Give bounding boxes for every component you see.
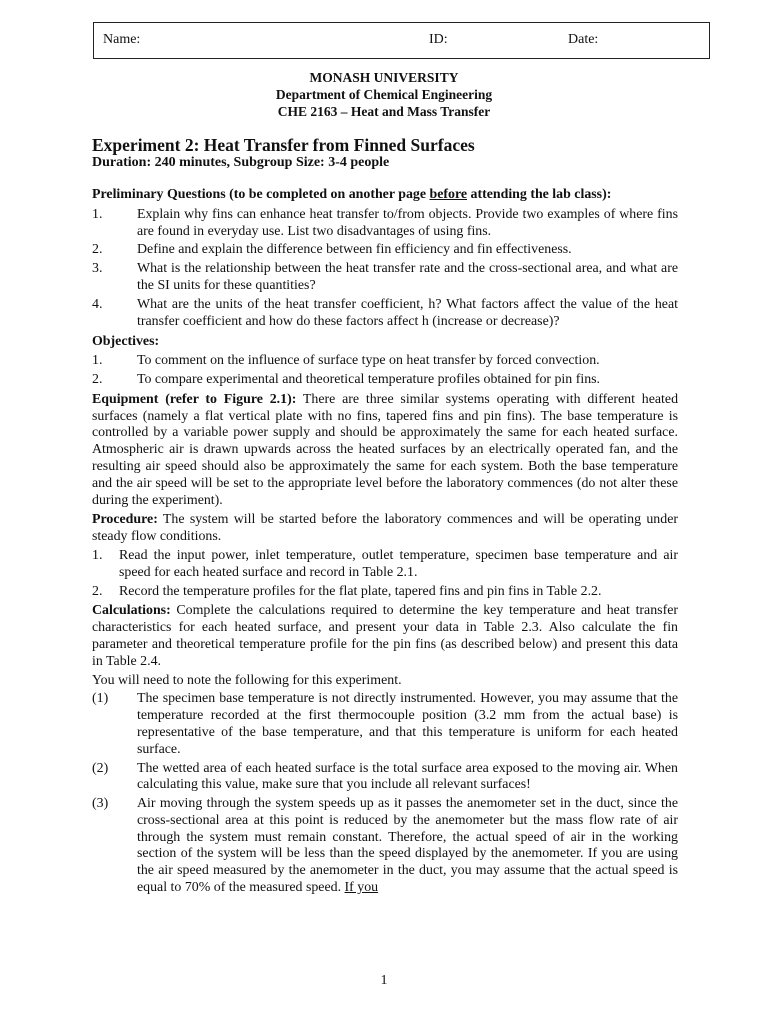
procedure-step: 1. Read the input power, inlet temperature, outlet temperature, specimen base temperature and air speed for each heated surface and record in Table 2.1. bbox=[92, 547, 678, 580]
course-title: CHE 2163 – Heat and Mass Transfer bbox=[277, 104, 491, 119]
objective-item: 2. To compare experimental and theoretical temperature profiles obtained for pin fins. bbox=[92, 371, 601, 387]
preliminary-question: 1. Explain why fins can enhance heat transfer to/from objects. Provide two examples of where fins are found in everyday use. List two disadvantages of using fins. bbox=[92, 206, 678, 239]
experiment-title: Experiment 2: Heat Transfer from Finned Surfaces bbox=[92, 135, 475, 155]
calculation-note-item: (3) Air moving through the system speeds up as it passes the anemometer set in the duct, since the cross-sectional area at this point is reduced by the anemometer but the mass flow rate of air through the system must remain constant. Therefore, the actual speed of air in the working section of the system will be less than the speed displayed by the anemometer. If you are using the air speed measured by the anemometer in the duct, you may assume that the actual speed is equal to 70% of the measured speed. If you bbox=[92, 796, 678, 896]
preliminary-question: 3. What is the relationship between the heat transfer rate and the cross-sectional area, and what are the SI units for these quantities? bbox=[92, 261, 678, 293]
preliminary-question: 2. Define and explain the difference between fin efficiency and fin effectiveness. bbox=[92, 242, 572, 258]
equipment-paragraph: Equipment (refer to Figure 2.1): There are three similar systems operating with different heated surfaces (namely a flat vertical plate with no fins, tapered fins and pin fins). The base temperature is controlled by a variable power supply and should be approximately the same for each heated surface. Atmospheric air is drawn upwards across the heated surfaces by an electrically operated fan, and the resulting air speed should also be approximately the same for each system. Both the base temperature and the air speed will be set to the appropriate level before the laboratory commences (do not alter these during the experiment). bbox=[92, 391, 679, 508]
calculation-note-item: (1) The specimen base temperature is not directly instrumented. However, you may assume that the temperature recorded at the first thermocouple position (3.2 mm from the actual base) is representative of the base temperature, and that this temperature is uniform for each heated surface. bbox=[92, 691, 678, 757]
calculations-paragraph: Calculations: Complete the calculations required to determine the key temperature and heat transfer characteristics for each heated surface, and present your data in Table 2.3. Also calculate the fin parameter and theoretical temperature profile for the pin fins (as described below) and present this data in Table 2.4. bbox=[92, 603, 678, 669]
experiment-duration: Duration: 240 minutes, Subgroup Size: 3-4 people bbox=[92, 155, 390, 170]
preliminary-heading: Preliminary Questions (to be completed on another page before attending the lab class): bbox=[92, 187, 612, 202]
university-name: MONASH UNIVERSITY bbox=[309, 70, 459, 85]
procedure-paragraph: Procedure: The system will be started before the laboratory commences and will be operating under steady flow conditions. bbox=[92, 512, 678, 545]
page-number: 1 bbox=[380, 973, 388, 988]
document-body bbox=[92, 187, 678, 897]
preliminary-question: 4. What are the units of the heat transfer coefficient, h? What factors affect the value of the heat transfer coefficient and how do these factors affect h (increase or decrease)? bbox=[92, 296, 678, 329]
objectives-heading: Objectives: bbox=[92, 334, 160, 350]
calculations-note: You will need to note the following for this experiment. bbox=[92, 672, 402, 688]
name-label: Name: bbox=[103, 32, 141, 47]
calculation-note-item: (2) The wetted area of each heated surface is the total surface area exposed to the moving air. When calculating this value, make sure that you include all relevant surfaces! bbox=[92, 760, 678, 793]
date-label: Date: bbox=[568, 32, 599, 47]
objective-item: 1. To comment on the influence of surface type on heat transfer by forced convection. bbox=[92, 353, 600, 369]
procedure-step: 2. Record the temperature profiles for the flat plate, tapered fins and pin fins in Table 2.2. bbox=[92, 583, 602, 599]
student-info-box bbox=[93, 22, 710, 59]
department-name: Department of Chemical Engineering bbox=[275, 87, 493, 102]
id-label: ID: bbox=[429, 32, 448, 47]
